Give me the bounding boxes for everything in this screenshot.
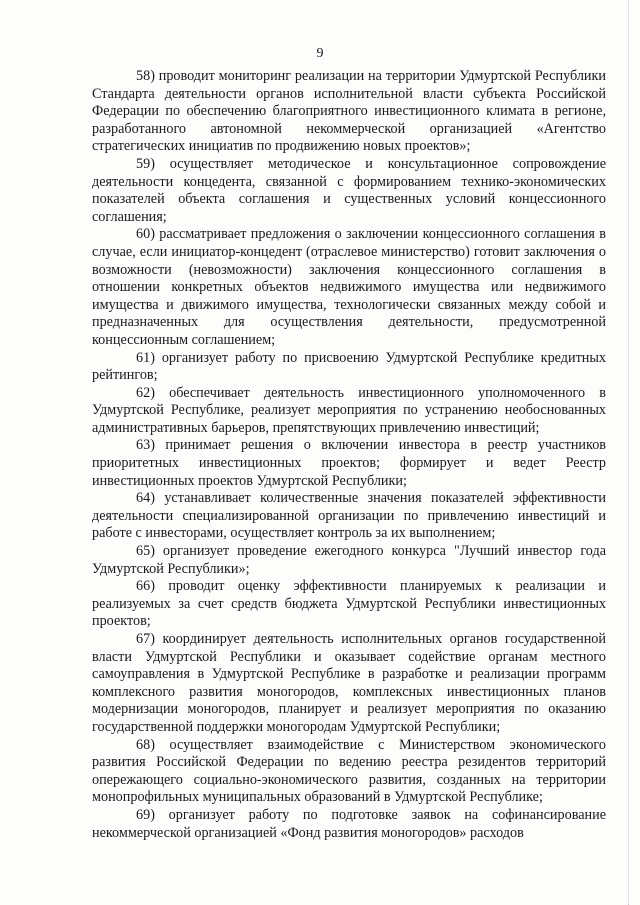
- clause-65: 65) организует проведение ежегодного конкурса "Лучший инвестор года Удмуртской Республики»;: [92, 543, 606, 577]
- clause-61: 61) организует работу по присвоению Удмуртской Республике кредитных рейтингов;: [92, 349, 606, 384]
- clause-69: 69) организует работу по подготовке заявок на софинансирование некоммерческой организацией «Фонд развития моногородов» расходов: [92, 806, 606, 841]
- clause-68: 68) осуществляет взаимодействие с Министерством экономического развития Российской Федерации по ведению реестра резидентов территорий опережающего социально-экономического развития, созданных на территории монопрофильных муниципальных образований в Удмуртской Республике;: [92, 736, 606, 806]
- clause-59: 59) осуществляет методическое и консультационное сопровождение деятельности концедента, связанной с формированием технико-экономических показателей объекта соглашения и существенных условий концессионного соглашения;: [92, 155, 606, 225]
- clause-60: 60) рассматривает предложения о заключении концессионного соглашения в случае, если инициатор-концедент (отраслевое министерство) готовит заключения о возможности (невозможности) заключения концессионного соглашения в отношении конкретных объектов недвижимого имущества или недвижимого имущества и движимого имущества, технологически связанных между собой и предназначенных для осуществления деятельности, предусмотренной концессионным соглашением;: [92, 226, 606, 348]
- clause-63: 63) принимает решения о включении инвестора в реестр участников приоритетных инвестиционных проектов; формирует и ведет Реестр инвестиционных проектов Удмуртской Республики;: [92, 437, 606, 489]
- page-number: 9: [316, 46, 324, 61]
- clause-67: 67) координирует деятельность исполнительных органов государственной власти Удмуртской Республики и оказывает содействие органам местного самоуправления в Удмуртской Республике в разработке и реализации программ комплексного развития моногородов, комплексных инвестиционных планов модернизации моногородов, планирует и реализует мероприятия по оказанию государственной поддержки моногородам Удмуртской Республики;: [92, 631, 606, 735]
- scan-edge-line: [628, 0, 630, 905]
- clause-64: 64) устанавливает количественные значения показателей эффективности деятельности специализированной организации по привлечению инвестиций и работе с инвесторами, осуществляет контроль за их выполнением;: [92, 490, 606, 542]
- clause-58: 58) проводит мониторинг реализации на территории Удмуртской Республики Стандарта деятельности органов исполнительной власти субъекта Российской Федерации по обеспечению благоприятного инвестиционного климата в регионе, разработанного автономной некоммерческой организацией «Агентство стратегических инициатив по продвижению новых проектов»;: [92, 68, 606, 155]
- document-body: [92, 68, 606, 842]
- clause-62: 62) обеспечивает деятельность инвестиционного уполномоченного в Удмуртской Республике, реализует мероприятия по устранению необоснованных административных барьеров, препятствующих привлечению инвестиций;: [92, 384, 606, 436]
- clause-66: 66) проводит оценку эффективности планируемых к реализации и реализуемых за счет средств бюджета Удмуртской Республики инвестиционных проектов;: [92, 578, 606, 630]
